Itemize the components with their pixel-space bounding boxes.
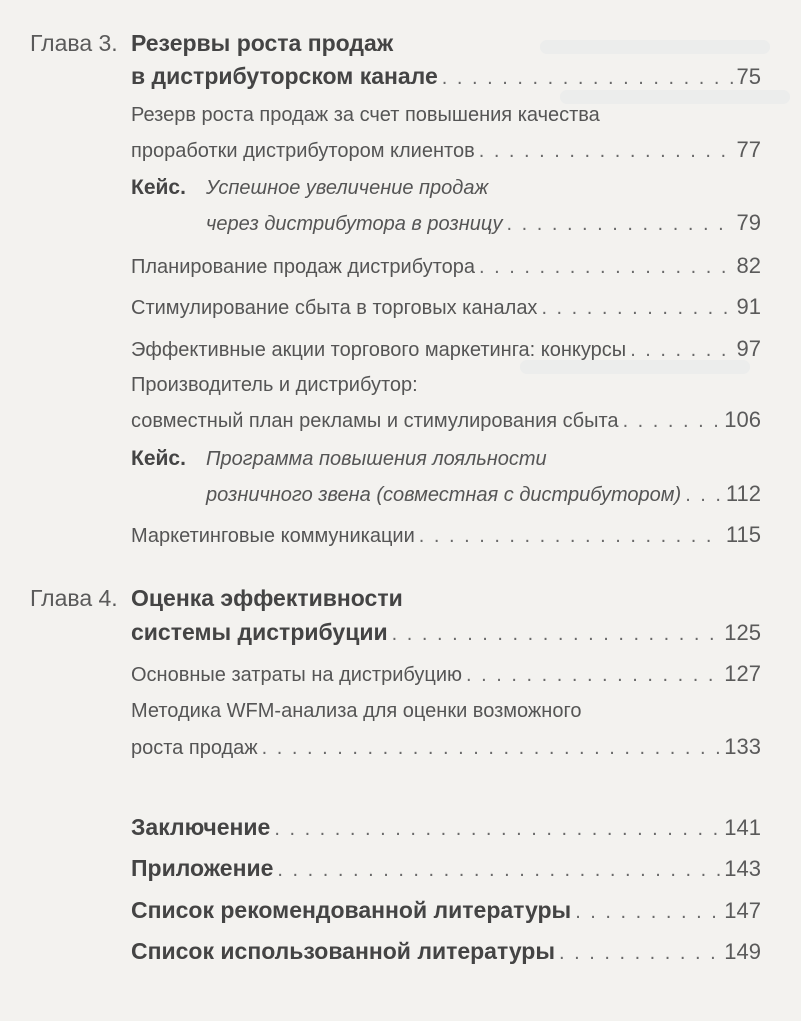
dot-leader bbox=[685, 484, 722, 507]
dot-leader bbox=[479, 256, 732, 279]
page-number: 133 bbox=[724, 734, 761, 759]
dot-leader bbox=[506, 213, 732, 236]
entry-text: Стимулирование сбыта в торговых каналах bbox=[131, 297, 538, 319]
page-number: 75 bbox=[736, 64, 761, 89]
entry-text: Эффективные акции торгового маркетинга: конкурсы bbox=[131, 339, 627, 361]
dot-leader bbox=[392, 623, 721, 646]
case-title: через дистрибутора в розницу bbox=[206, 213, 503, 235]
chapter-label: Глава 3. bbox=[30, 30, 118, 56]
section-title: Список использованной литературы bbox=[131, 938, 555, 964]
dot-leader bbox=[559, 942, 720, 965]
dot-leader bbox=[479, 140, 733, 163]
bleed-through-mark bbox=[560, 90, 790, 104]
page-number: 106 bbox=[724, 407, 761, 432]
toc-entry[interactable] bbox=[131, 137, 761, 163]
case-title: Успешное увеличение продаж bbox=[206, 177, 489, 199]
toc-entry[interactable] bbox=[131, 814, 761, 841]
page-number: 79 bbox=[736, 210, 761, 235]
bleed-through-mark bbox=[520, 360, 750, 374]
dot-leader bbox=[262, 737, 721, 760]
chapter-title: Резервы роста продаж bbox=[131, 30, 394, 56]
dot-leader bbox=[442, 67, 733, 90]
toc-entry[interactable] bbox=[131, 897, 761, 924]
entry-text: Производитель и дистрибутор: bbox=[131, 374, 418, 396]
page-number: 112 bbox=[725, 481, 761, 506]
toc-entry[interactable] bbox=[131, 336, 761, 362]
bleed-through-mark bbox=[540, 40, 770, 54]
toc-entry[interactable] bbox=[206, 481, 761, 507]
toc-entry[interactable] bbox=[131, 938, 761, 965]
chapter-title: системы дистрибуции bbox=[131, 619, 388, 645]
entry-text: Планирование продаж дистрибутора bbox=[131, 256, 476, 278]
dot-leader bbox=[541, 297, 732, 320]
dot-leader bbox=[575, 901, 720, 924]
section-title: Список рекомендованной литературы bbox=[131, 897, 572, 923]
page-number: 149 bbox=[724, 939, 761, 964]
case-title: розничного звена (совместная с дистрибутором) bbox=[206, 484, 682, 506]
toc-entry[interactable] bbox=[131, 407, 761, 433]
entry-text: роста продаж bbox=[131, 737, 258, 759]
chapter-title: Оценка эффективности bbox=[131, 585, 403, 611]
toc-entry[interactable] bbox=[131, 855, 761, 882]
page-number: 91 bbox=[736, 294, 761, 319]
page-number: 143 bbox=[724, 856, 761, 881]
page-number: 147 bbox=[724, 898, 761, 923]
dot-leader bbox=[419, 525, 722, 548]
entry-text: Основные затраты на дистрибуцию bbox=[131, 664, 463, 686]
page-number: 97 bbox=[736, 336, 761, 361]
section-title: Приложение bbox=[131, 855, 274, 881]
dot-leader bbox=[274, 818, 720, 841]
case-label: Кейс. bbox=[131, 447, 186, 470]
dot-leader bbox=[630, 339, 732, 362]
entry-text: Резерв роста продаж за счет повышения качества bbox=[131, 104, 600, 126]
toc-entry[interactable] bbox=[131, 619, 761, 646]
toc-entry[interactable] bbox=[206, 210, 761, 236]
section-title: Заключение bbox=[131, 814, 271, 840]
dot-leader bbox=[466, 664, 720, 687]
toc-entry[interactable] bbox=[131, 661, 761, 687]
case-title: Программа повышения лояльности bbox=[206, 448, 547, 470]
toc-entry[interactable] bbox=[131, 253, 761, 279]
dot-leader bbox=[623, 410, 721, 433]
page-number: 77 bbox=[736, 137, 761, 162]
dot-leader bbox=[277, 859, 720, 882]
chapter-label: Глава 4. bbox=[30, 585, 118, 611]
entry-text: проработки дистрибутором клиентов bbox=[131, 140, 475, 162]
case-label: Кейс. bbox=[131, 176, 186, 199]
page-number: 115 bbox=[725, 522, 761, 547]
page-number: 82 bbox=[736, 253, 761, 278]
chapter-title: в дистрибуторском канале bbox=[131, 63, 438, 89]
page-number: 125 bbox=[724, 620, 761, 645]
page-number: 127 bbox=[724, 661, 761, 686]
entry-text: совместный план рекламы и стимулирования сбыта bbox=[131, 410, 619, 432]
page-number: 141 bbox=[724, 815, 761, 840]
toc-entry[interactable] bbox=[131, 734, 761, 760]
toc-entry[interactable] bbox=[131, 522, 761, 548]
entry-text: Маркетинговые коммуникации bbox=[131, 525, 415, 547]
toc-entry[interactable] bbox=[131, 294, 761, 320]
entry-text: Методика WFM-анализа для оценки возможного bbox=[131, 700, 582, 722]
toc-entry[interactable] bbox=[131, 63, 761, 90]
